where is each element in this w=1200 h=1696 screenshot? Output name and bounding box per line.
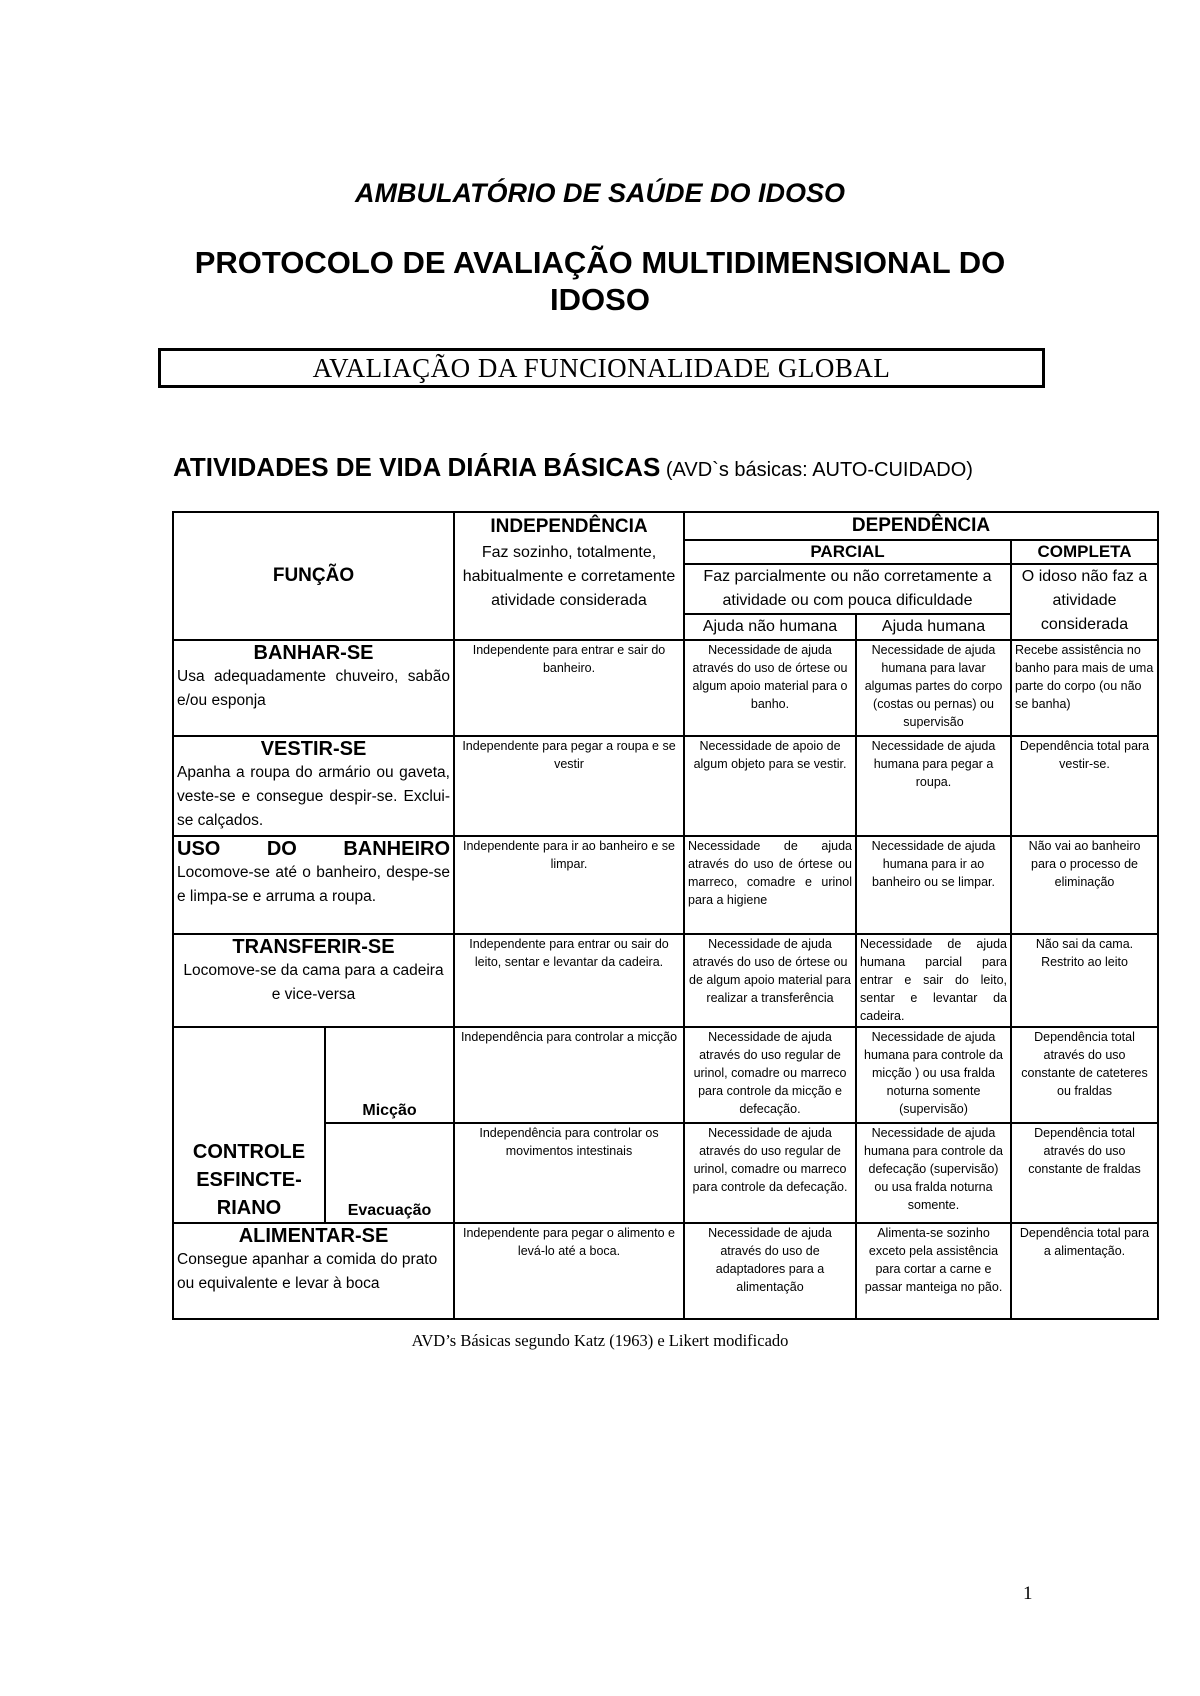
- function-desc: Usa adequadamente chuveiro, sabão e/ou esponja: [177, 668, 450, 709]
- header-row-1: [173, 512, 1158, 540]
- ajuda-nao-humana-cell: Necessidade de ajuda através do uso de adaptadores para a alimentação: [684, 1223, 856, 1319]
- ajuda-nao-humana-cell: Necessidade de ajuda através do uso regular de urinol, comadre ou marreco para controle da micção e defecação.: [684, 1027, 856, 1123]
- independencia-desc: Faz sozinho, totalmente, habitualmente e corretamente atividade considerada: [462, 544, 676, 609]
- ajuda-nao-humana-cell: Necessidade de ajuda através do uso regular de urinol, comadre ou marreco para controle da defecação.: [684, 1123, 856, 1223]
- parcial-desc: Faz parcialmente ou não corretamente a atividade ou com pouca dificuldade: [684, 564, 1011, 614]
- ajuda-humana-cell: Necessidade de ajuda humana para lavar algumas partes do corpo (costas ou pernas) ou supervisão: [856, 640, 1011, 736]
- avd-table: [172, 511, 1159, 1320]
- function-cell: [173, 736, 454, 836]
- table-row: [173, 736, 1158, 836]
- completa-cell: Dependência total através do uso constante de cateteres ou fraldas: [1011, 1027, 1158, 1123]
- table-row: [173, 1027, 1158, 1123]
- ajuda-nao-humana-cell: Necessidade de ajuda através do uso de órtese ou marreco, comadre e urinol para a higiene: [684, 836, 856, 934]
- completa-cell: Dependência total para a alimentação.: [1011, 1223, 1158, 1319]
- ajuda-humana-cell: Necessidade de ajuda humana para controle da micção ) ou usa fralda noturna somente (supervisão): [856, 1027, 1011, 1123]
- protocol-title-line2: IDOSO: [550, 282, 650, 317]
- avd-subheading-paren-close: ): [966, 459, 973, 481]
- completa-header: COMPLETA: [1011, 540, 1158, 564]
- completa-cell: Não vai ao banheiro para o processo de eliminação: [1011, 836, 1158, 934]
- controle-label-line3: RIANO: [216, 1197, 282, 1219]
- table-row: [173, 640, 1158, 736]
- table-row: [173, 934, 1158, 1027]
- independencia-cell: Independente para ir ao banheiro e se limpar.: [454, 836, 684, 934]
- completa-cell: Dependência total para vestir-se.: [1011, 736, 1158, 836]
- ajuda-nao-humana-cell: Necessidade de ajuda através do uso de órtese ou algum apoio material para o banho.: [684, 640, 856, 736]
- independencia-header: [454, 512, 684, 640]
- independencia-title: INDEPENDÊNCIA: [490, 516, 648, 537]
- ajuda-nao-humana-cell: Necessidade de ajuda através do uso de órtese ou de algum apoio material para realizar a transferência: [684, 934, 856, 1027]
- protocol-title-line1: PROTOCOLO DE AVALIAÇÃO MULTIDIMENSIONAL DO: [194, 245, 1006, 280]
- function-name: TRANSFERIR-SE: [232, 936, 395, 958]
- parcial-header: PARCIAL: [684, 540, 1011, 564]
- completa-cell: Não sai da cama. Restrito ao leito: [1011, 934, 1158, 1027]
- controle-label-line1: CONTROLE: [192, 1141, 306, 1163]
- function-name: ALIMENTAR-SE: [238, 1225, 389, 1247]
- completa-cell: Recebe assistência no banho para mais de uma parte do corpo (ou não se banha): [1011, 640, 1158, 736]
- ajuda-humana-cell: Necessidade de ajuda humana para pegar a roupa.: [856, 736, 1011, 836]
- miccao-label: Micção: [325, 1027, 454, 1123]
- controle-esfincteriano-label: [173, 1027, 325, 1223]
- function-cell: [173, 934, 454, 1027]
- ajuda-humana-cell: Necessidade de ajuda humana para ir ao banheiro ou se limpar.: [856, 836, 1011, 934]
- function-name: VESTIR-SE: [260, 738, 367, 760]
- ajuda-humana-cell: Necessidade de ajuda humana parcial para entrar e sair do leito, sentar e levantar da cadeira.: [856, 934, 1011, 1027]
- avd-subheading-paren: AVD`s básicas: AUTO-CUIDADO: [672, 459, 967, 481]
- function-desc: Locomove-se da cama para a cadeira e vice-versa: [183, 962, 444, 1003]
- controle-label-line2: ESFINCTE-: [196, 1169, 302, 1191]
- function-desc: Locomove-se até o banheiro, despe-se e limpa-se e arruma a roupa.: [177, 864, 450, 905]
- avd-subheading-bold: ATIVIDADES DE VIDA DIÁRIA BÁSICAS: [173, 452, 661, 482]
- avd-subheading-paren-open: (: [660, 459, 673, 481]
- ajuda-humana-header: Ajuda humana: [856, 614, 1011, 640]
- evacuacao-label: Evacuação: [325, 1123, 454, 1223]
- function-name: USO DO BANHEIRO: [177, 838, 450, 860]
- page-number: 1: [1023, 1583, 1033, 1604]
- independencia-cell: Independente para entrar e sair do banheiro.: [454, 640, 684, 736]
- ajuda-humana-cell: Alimenta-se sozinho exceto pela assistência para cortar a carne e passar manteiga no pão.: [856, 1223, 1011, 1319]
- completa-desc: O idoso não faz a atividade considerada: [1011, 564, 1158, 640]
- protocol-title: [0, 244, 1200, 318]
- independencia-cell: Independente para pegar a roupa e se vestir: [454, 736, 684, 836]
- table-caption: AVD’s Básicas segundo Katz (1963) e Likert modificado: [411, 1331, 789, 1350]
- function-cell: [173, 640, 454, 736]
- function-desc: Apanha a roupa do armário ou gaveta, veste-se e consegue despir-se. Exclui-se calçados.: [177, 764, 450, 829]
- dependencia-header: DEPENDÊNCIA: [684, 512, 1158, 540]
- function-cell: [173, 836, 454, 934]
- function-name: BANHAR-SE: [253, 642, 374, 664]
- independencia-cell: Independente para entrar ou sair do leito, sentar e levantar da cadeira.: [454, 934, 684, 1027]
- table-row: [173, 1223, 1158, 1319]
- independencia-cell: Independência para controlar a micção: [454, 1027, 684, 1123]
- ajuda-nao-humana-header: Ajuda não humana: [684, 614, 856, 640]
- ajuda-nao-humana-cell: Necessidade de apoio de algum objeto para se vestir.: [684, 736, 856, 836]
- section-heading-box: AVALIAÇÃO DA FUNCIONALIDADE GLOBAL: [158, 348, 1045, 388]
- ajuda-humana-cell: Necessidade de ajuda humana para controle da defecação (supervisão) ou usa fralda noturna somente.: [856, 1123, 1011, 1223]
- completa-cell: Dependência total através do uso constante de fraldas: [1011, 1123, 1158, 1223]
- avd-subheading: [173, 452, 973, 483]
- clinic-title: AMBULATÓRIO DE SAÚDE DO IDOSO: [354, 178, 845, 208]
- funcao-header: FUNÇÃO: [173, 512, 454, 640]
- function-cell: [173, 1223, 454, 1319]
- independencia-cell: Independente para pegar o alimento e levá-lo até a boca.: [454, 1223, 684, 1319]
- independencia-cell: Independência para controlar os movimentos intestinais: [454, 1123, 684, 1223]
- table-row: [173, 836, 1158, 934]
- function-desc: Consegue apanhar a comida do prato ou equivalente e levar à boca: [177, 1251, 438, 1292]
